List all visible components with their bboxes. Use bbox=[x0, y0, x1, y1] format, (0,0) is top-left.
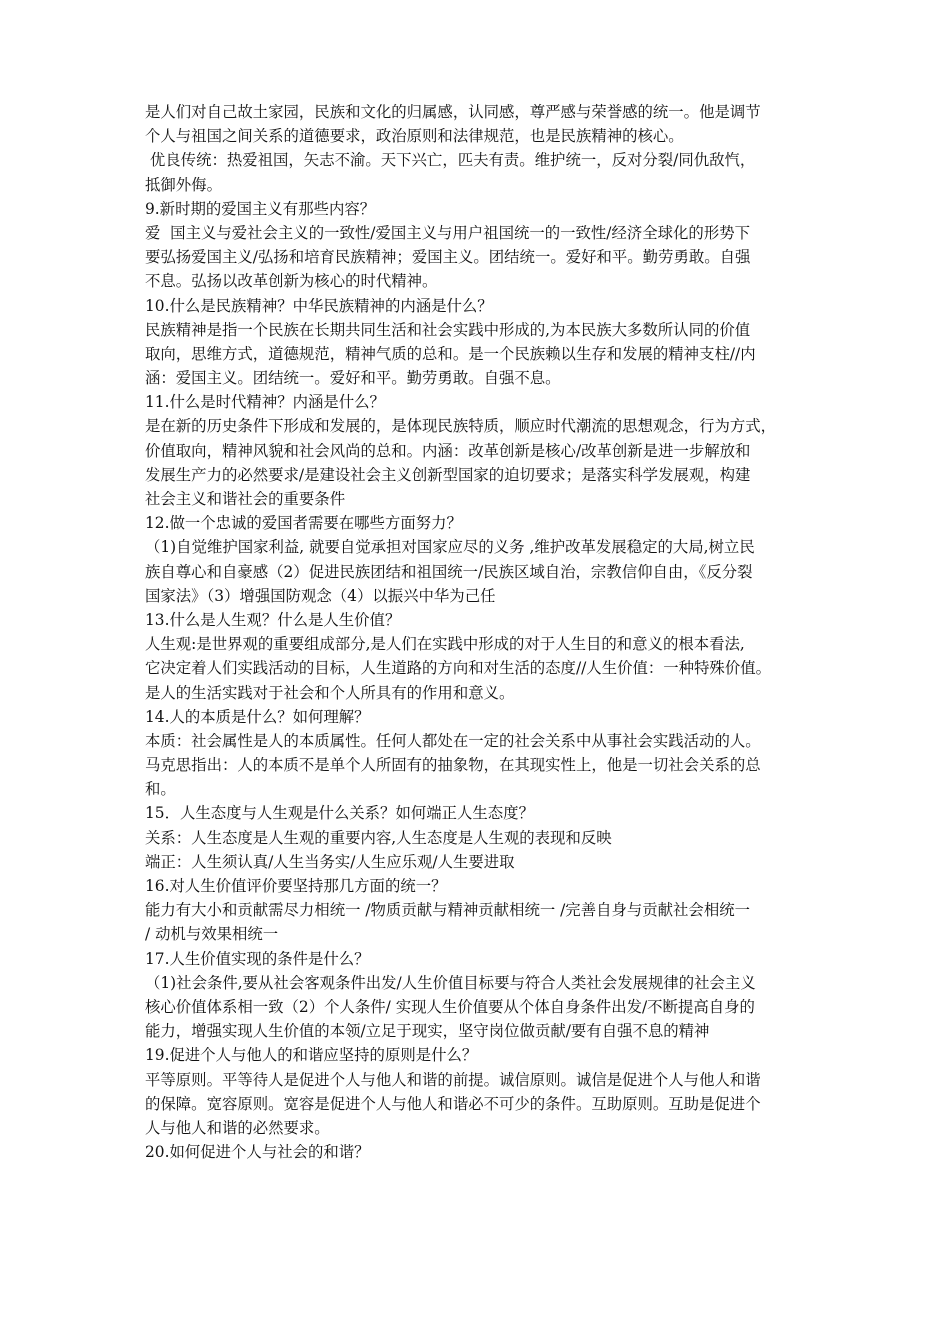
question-heading: 9.新时期的爱国主义有那些内容？ bbox=[145, 199, 376, 218]
question-heading: 16.对人生价值评价要坚持那几方面的统一？ bbox=[145, 877, 447, 895]
text-line: 涵：爱国主义。团结统一。爱好和平。勤劳勇敢。自强不息。 bbox=[145, 369, 561, 388]
text-line: 优良传统：热爱祖国，矢志不渝。天下兴亡，匹夫有责。维护统一，反对分裂/同仇敌忾， bbox=[145, 151, 756, 170]
question-heading: 17.人生价值实现的条件是什么？ bbox=[145, 949, 370, 968]
text-line: 不息。弘扬以改革创新为核心的时代精神。 bbox=[145, 272, 438, 291]
text-line: 它决定着人们实践活动的目标，人生道路的方向和对生活的态度//人生价值：一种特殊价值。 bbox=[145, 659, 771, 678]
text-line: 平等原则。平等待人是促进个人与他人和谐的前提。诚信原则。诚信是促进个人与他人和谐 bbox=[145, 1070, 761, 1089]
document-body bbox=[145, 100, 810, 1164]
text-line: 民族精神是指一个民族在长期共同生活和社会实践中形成的,为本民族大多数所认同的价值 bbox=[145, 320, 751, 339]
text-line: 人与他人和谐的必然要求。 bbox=[145, 1118, 330, 1137]
text-line: 是在新的历史条件下形成和发展的，是体现民族特质，顺应时代潮流的思想观念，行为方式， bbox=[145, 417, 777, 436]
text-line: 能力有大小和贡献需尽力相统一 /物质贡献与精神贡献相统一 /完善自身与贡献社会相统一 bbox=[145, 901, 750, 920]
text-line: 个人与祖国之间关系的道德要求，政治原则和法律规范，也是民族精神的核心。 bbox=[145, 127, 684, 146]
question-heading: 12.做一个忠诚的爱国者需要在哪些方面努力？ bbox=[145, 514, 462, 533]
text-line: 要弘扬爱国主义/弘扬和培育民族精神；爱国主义。团结统一。爱好和平。勤劳勇敢。自强 bbox=[145, 248, 751, 267]
text-line: 本质：社会属性是人的本质属性。任何人都处在一定的社会关系中从事社会实践活动的人。 bbox=[145, 731, 761, 750]
question-heading: 19.促进个人与他人的和谐应坚持的原则是什么？ bbox=[145, 1046, 478, 1065]
question-heading: 14.人的本质是什么？如何理解？ bbox=[145, 707, 370, 726]
text-line: 核心价值体系相一致（2）个人条件/ 实现人生价值要从个体自身条件出发/不断提高自身的 bbox=[145, 997, 755, 1016]
text-line: 人生观:是世界观的重要组成部分,是人们在实践中形成的对于人生目的和意义的根本看法, bbox=[145, 635, 745, 654]
text-line: 关系：人生态度是人生观的重要内容,人生态度是人生观的表现和反映 bbox=[145, 828, 612, 847]
question-heading: 20.如何促进个人与社会的和谐？ bbox=[145, 1143, 370, 1162]
text-line: 爱 国主义与爱社会主义的一致性/爱国主义与用户祖国统一的一致性/经济全球化的形势下 bbox=[145, 223, 750, 242]
text-line: 的保障。宽容原则。宽容是促进个人与他人和谐必不可少的条件。互助原则。互助是促进个 bbox=[145, 1094, 761, 1113]
text-line: 国家法》（3）增强国防观念（4）以振兴中华为己任 bbox=[145, 586, 496, 605]
question-heading: 10.什么是民族精神？中华民族精神的内涵是什么？ bbox=[145, 296, 493, 315]
text-line: （1)社会条件,要从社会客观条件出发/人生价值目标要与符合人类社会发展规律的社会主义 bbox=[145, 973, 756, 992]
text-line: （1)自觉维护国家利益, 就要自觉承担对国家应尽的义务 ,维护改革发展稳定的大局,树立民 bbox=[145, 538, 755, 557]
text-line: 是人的生活实践对于社会和个人所具有的作用和意义。 bbox=[145, 683, 515, 702]
text-line: 抵御外侮。 bbox=[145, 175, 222, 194]
text-line: 能力，增强实现人生价值的本领/立足于现实，坚守岗位做贡献/要有自强不息的精神 bbox=[145, 1022, 710, 1041]
question-heading: 15．人生态度与人生观是什么关系？如何端正人生态度？ bbox=[145, 804, 534, 823]
text-line: 马克思指出：人的本质不是单个人所固有的抽象物，在其现实性上，他是一切社会关系的总 bbox=[145, 756, 761, 775]
question-heading: 13.什么是人生观？什么是人生价值？ bbox=[145, 610, 401, 629]
text-line: 和。 bbox=[145, 780, 176, 799]
text-line: 端正：人生须认真/人生当务实/人生应乐观/人生要进取 bbox=[145, 852, 515, 871]
text-line: 社会主义和谐社会的重要条件 bbox=[145, 490, 346, 508]
text-line: 取向，思维方式，道德规范，精神气质的总和。是一个民族赖以生存和发展的精神支柱//内 bbox=[145, 344, 756, 363]
question-heading: 11.什么是时代精神？内涵是什么？ bbox=[145, 393, 385, 412]
text-line: 是人们对自己故土家园，民族和文化的归属感，认同感，尊严感与荣誉感的统一。他是调节 bbox=[145, 103, 761, 121]
text-line: 价值取向，精神风貌和社会风尚的总和。内涵：改革创新是核心/改革创新是进一步解放和 bbox=[145, 441, 751, 460]
text-line: 族自尊心和自豪感（2）促进民族团结和祖国统一/民族区域自治，宗教信仰自由，《反分裂 bbox=[145, 562, 753, 581]
text-line: 发展生产力的必然要求/是建设社会主义创新型国家的迫切要求；是落实科学发展观，构建 bbox=[145, 465, 751, 484]
text-line: / 动机与效果相统一 bbox=[145, 925, 279, 944]
